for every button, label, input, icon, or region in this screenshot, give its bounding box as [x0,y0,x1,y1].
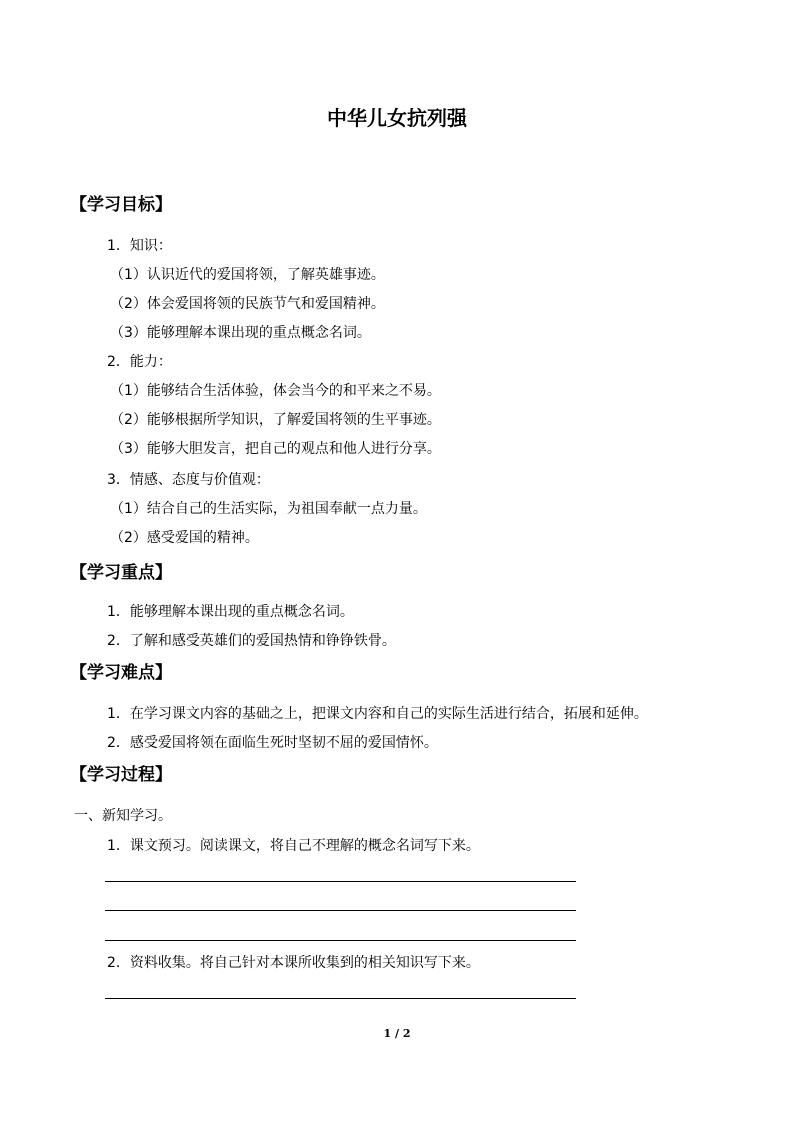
objective-knowledge-item: （1）认识近代的爱国将领，了解英雄事迹。 [110,267,385,283]
difficulties-heading: 【学习难点】 [70,663,172,683]
difficulty-item: 1．在学习课文内容的基础之上，把课文内容和自己的实际生活进行结合，拓展和延伸。 [107,706,648,722]
objective-ability-item: （2）能够根据所学知识，了解爱国将领的生平事迹。 [110,412,441,428]
process-step: 1．课文预习。阅读课文，将自己不理解的概念名词写下来。 [107,838,480,854]
answer-line[interactable] [105,881,576,882]
difficulty-item: 2．感受爱国将领在面临生死时坚韧不屈的爱国情怀。 [107,735,438,751]
objective-knowledge-item: （3）能够理解本课出现的重点概念名词。 [110,325,371,341]
process-step: 2．资料收集。将自己针对本课所收集到的相关知识写下来。 [107,955,480,971]
key-points-heading: 【学习重点】 [70,563,172,583]
objective-ability-label: 2．能力： [107,354,172,370]
document-title: 中华儿女抗列强 [327,106,467,130]
objective-ability-item: （3）能够大胆发言，把自己的观点和他人进行分享。 [110,441,441,457]
answer-line[interactable] [105,910,576,911]
objective-emotion-label: 3．情感、态度与价值观： [107,472,270,488]
process-part-title: 一、新知学习。 [74,808,172,824]
answer-line[interactable] [105,998,576,999]
objective-knowledge-item: （2）体会爱国将领的民族节气和爱国精神。 [110,296,385,312]
objectives-heading: 【学习目标】 [70,195,172,215]
objective-emotion-item: （1）结合自己的生活实际，为祖国奉献一点力量。 [110,501,427,517]
objective-emotion-item: （2）感受爱国的精神。 [110,530,259,546]
objective-knowledge-label: 1．知识： [107,238,172,254]
process-heading: 【学习过程】 [70,765,172,785]
key-point-item: 1．能够理解本课出现的重点概念名词。 [107,604,354,620]
answer-line[interactable] [105,940,576,941]
page-number: 1 / 2 [383,1027,411,1040]
objective-ability-item: （1）能够结合生活体验，体会当今的和平来之不易。 [110,383,441,399]
key-point-item: 2．了解和感受英雄们的爱国热情和铮铮铁骨。 [107,633,396,649]
